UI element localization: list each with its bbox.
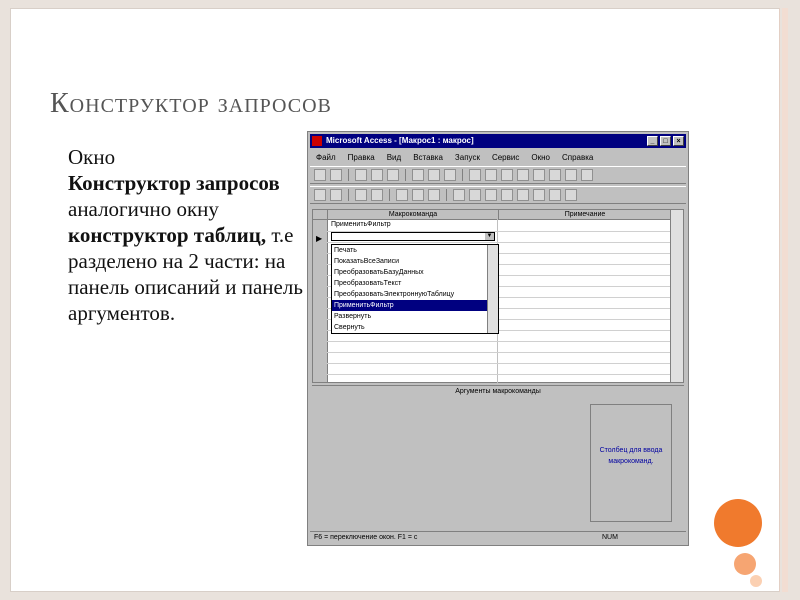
menu-tools[interactable]: Сервис	[491, 152, 520, 162]
list-item[interactable]: Развернуть	[334, 313, 372, 320]
macro-names-icon[interactable]	[485, 189, 497, 201]
toolbar-separator	[348, 189, 349, 201]
minimize-button[interactable]: _	[647, 136, 658, 146]
access-window	[307, 131, 689, 546]
decor-stripe	[782, 8, 788, 592]
menu-view[interactable]: Вид	[386, 152, 402, 162]
delete-rows-icon[interactable]	[533, 189, 545, 201]
copy-icon[interactable]	[428, 169, 440, 181]
list-item[interactable]: ПреобразоватьБазуДанных	[334, 269, 424, 276]
decor-line	[779, 8, 780, 592]
menu-window[interactable]: Окно	[531, 152, 550, 162]
conditions-icon[interactable]	[501, 189, 513, 201]
insert-rows-icon[interactable]	[517, 189, 529, 201]
current-row-arrow-icon: ▶	[316, 234, 323, 243]
paste-icon[interactable]	[444, 169, 456, 181]
row-selector-column[interactable]	[313, 220, 328, 382]
status-bar	[310, 531, 686, 543]
list-item[interactable]: ПоказатьВсеЗаписи	[334, 258, 400, 265]
code-icon[interactable]	[533, 169, 545, 181]
redo-icon[interactable]	[469, 189, 481, 201]
help-hint-box: Столбец для ввода макрокоманд.	[590, 404, 672, 522]
relationships-icon[interactable]	[565, 169, 577, 181]
grid-header	[313, 210, 671, 220]
action-combo[interactable]	[331, 232, 495, 241]
menu-help[interactable]: Справка	[561, 152, 594, 162]
preview-icon[interactable]	[371, 169, 383, 181]
arguments-panel	[312, 398, 684, 530]
status-text: F6 = переключение окон. F1 = с	[314, 534, 418, 541]
cell-value[interactable]: ПрименитьФильтр	[331, 221, 391, 228]
list-item[interactable]: Свернуть	[334, 324, 365, 331]
grid-scrollbar[interactable]	[670, 210, 683, 382]
dropdown-arrow-icon[interactable]: ▼	[486, 233, 493, 239]
toolbar-separator	[348, 169, 349, 181]
toolbar-separator	[405, 169, 406, 181]
new-icon[interactable]	[314, 169, 326, 181]
menu-bar	[310, 150, 686, 164]
list-item[interactable]: ПреобразоватьЭлектроннуюТаблицу	[334, 291, 455, 298]
preview-icon[interactable]	[355, 189, 367, 201]
properties-icon[interactable]	[549, 169, 561, 181]
toolbar-2	[310, 186, 686, 204]
toolbar-separator	[446, 189, 447, 201]
cut-icon[interactable]	[396, 189, 408, 201]
link-icon[interactable]	[485, 169, 497, 181]
copy-icon[interactable]	[412, 189, 424, 201]
toolbar-1	[310, 166, 686, 184]
body-bold: конструктор таблиц,	[68, 223, 267, 247]
print-icon[interactable]	[355, 169, 367, 181]
analyze-icon[interactable]	[517, 169, 529, 181]
body-text: т.е разделено на 2 части: на панель описаний и панель аргументов.	[68, 223, 303, 325]
dropdown-scrollbar[interactable]	[487, 245, 498, 333]
table-row[interactable]	[327, 363, 671, 375]
list-item-selected[interactable]: ПрименитьФильтр	[332, 300, 498, 311]
print-icon[interactable]	[330, 189, 342, 201]
action-dropdown-list[interactable]	[331, 244, 499, 334]
body-text: аналогично окну	[68, 197, 219, 221]
undo-icon[interactable]	[453, 189, 465, 201]
slide-title: Конструктор запросов	[50, 88, 332, 119]
run-icon[interactable]	[549, 189, 561, 201]
access-key-icon	[312, 136, 322, 146]
save-icon[interactable]	[314, 189, 326, 201]
office-links-icon[interactable]	[501, 169, 513, 181]
menu-insert[interactable]: Вставка	[413, 152, 443, 162]
macro-grid	[312, 209, 684, 383]
save-icon[interactable]	[330, 169, 342, 181]
window-title: Microsoft Access - [Макрос1 : макрос]	[326, 136, 474, 145]
help-icon[interactable]	[581, 169, 593, 181]
decor-circle-small	[750, 575, 762, 587]
column-header-action: Макрокоманда	[328, 210, 499, 219]
close-button[interactable]: ×	[673, 136, 684, 146]
paste-icon[interactable]	[428, 189, 440, 201]
body-bold: Конструктор запросов	[68, 171, 280, 195]
list-item[interactable]: ПреобразоватьТекст	[334, 280, 402, 287]
select-all-cell[interactable]	[313, 210, 328, 219]
num-indicator: NUM	[602, 534, 618, 541]
toolbar-separator	[462, 169, 463, 181]
list-item[interactable]: Печать	[334, 247, 357, 254]
slide-body	[68, 144, 308, 326]
window-titlebar[interactable]	[310, 134, 686, 148]
menu-edit[interactable]: Правка	[347, 152, 375, 162]
column-header-note: Примечание	[564, 211, 606, 218]
bullet-icon	[40, 150, 54, 164]
maximize-button[interactable]: □	[660, 136, 671, 146]
menu-run[interactable]: Запуск	[454, 152, 480, 162]
toolbar-separator	[389, 189, 390, 201]
decor-circle-large	[714, 499, 762, 547]
undo-icon[interactable]	[469, 169, 481, 181]
spelling-icon[interactable]	[387, 169, 399, 181]
step-icon[interactable]	[565, 189, 577, 201]
cut-icon[interactable]	[412, 169, 424, 181]
spelling-icon[interactable]	[371, 189, 383, 201]
menu-file[interactable]: Файл	[316, 152, 336, 162]
arguments-header: Аргументы макрокоманды	[312, 385, 684, 398]
decor-circle-medium	[734, 553, 756, 575]
body-text: Окно	[68, 145, 116, 169]
